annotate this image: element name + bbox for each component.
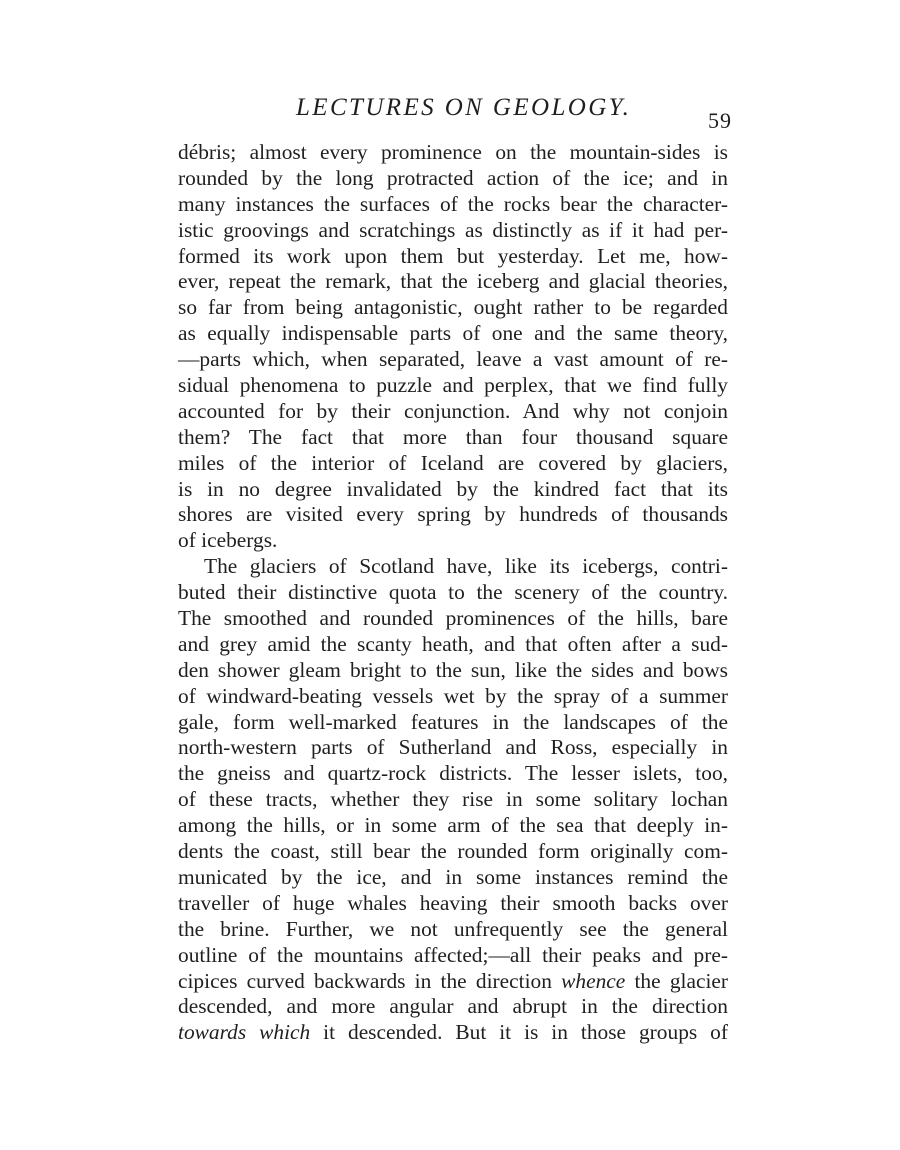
italic-text: whence (561, 968, 626, 993)
text-line: The smoothed and rounded prominences of the hills, bare (178, 606, 728, 631)
text-line: istic groovings and scratchings as distinctly as if it had per- (178, 217, 728, 242)
text-line: gale, form well-marked features in the landscapes of the (178, 709, 728, 734)
text-fragment: cipices curved backwards in the direction (178, 968, 562, 993)
text-line: rounded by the long protracted action of the ice; and in (178, 165, 728, 190)
page-number: 59 (708, 108, 732, 133)
text-line: the brine. Further, we not unfrequently see the general (178, 916, 728, 941)
text-line: débris; almost every prominence on the mountain-sides is (178, 140, 728, 164)
text-line: buted their distinctive quota to the scenery of the country. (178, 580, 728, 605)
text-line: them? The fact that more than four thousand square (178, 424, 728, 449)
text-line: and grey amid the scanty heath, and that often after a sud- (178, 631, 728, 656)
text-line: sidual phenomena to puzzle and perplex, that we find fully (178, 373, 728, 398)
text-line: municated by the ice, and in some instances remind the (178, 864, 728, 889)
text-line: accounted for by their conjunction. And why not conjoin (178, 398, 728, 423)
text-line: of icebergs. (178, 528, 278, 553)
text-line: The glaciers of Scotland have, like its icebergs, contri- (204, 554, 728, 579)
text-line: outline of the mountains affected;—all their peaks and pre- (178, 942, 728, 967)
text-line: formed its work upon them but yesterday. Let me, how- (178, 243, 728, 268)
body-text (178, 140, 728, 1046)
text-fragment: it descended. But it is in those groups of (310, 1020, 728, 1045)
text-line (178, 969, 728, 995)
text-line: is in no degree invalidated by the kindred fact that its (178, 476, 728, 501)
text-line: traveller of huge whales heaving their smooth backs over (178, 890, 728, 915)
text-line: miles of the interior of Iceland are covered by glaciers, (178, 450, 728, 475)
text-line: of these tracts, whether they rise in some solitary lochan (178, 787, 728, 812)
italic-text: towards which (178, 1020, 311, 1045)
text-line: ever, repeat the remark, that the iceberg and glacial theories, (178, 269, 728, 294)
text-line (178, 1020, 728, 1046)
text-line: north-western parts of Sutherland and Ross, especially in (178, 735, 728, 760)
text-line: as equally indispensable parts of one and the same theory, (178, 321, 728, 346)
text-line: shores are visited every spring by hundreds of thousands (178, 502, 728, 527)
text-line: —parts which, when separated, leave a vast amount of re- (178, 347, 728, 372)
text-line: among the hills, or in some arm of the sea that deeply in- (178, 813, 728, 838)
text-fragment: the glacier (625, 968, 729, 993)
text-line: of windward-beating vessels wet by the spray of a summer (178, 683, 728, 708)
text-line: the gneiss and quartz-rock districts. The lesser islets, too, (178, 761, 728, 786)
text-line: so far from being antagonistic, ought rather to be regarded (178, 295, 728, 320)
running-title: LECTURES ON GEOLOGY. (296, 94, 632, 121)
text-line: many instances the surfaces of the rocks bear the character- (178, 191, 728, 216)
text-line: den shower gleam bright to the sun, like the sides and bows (178, 657, 728, 682)
text-line: dents the coast, still bear the rounded form originally com- (178, 839, 728, 864)
text-line: descended, and more angular and abrupt in the direction (178, 994, 728, 1019)
